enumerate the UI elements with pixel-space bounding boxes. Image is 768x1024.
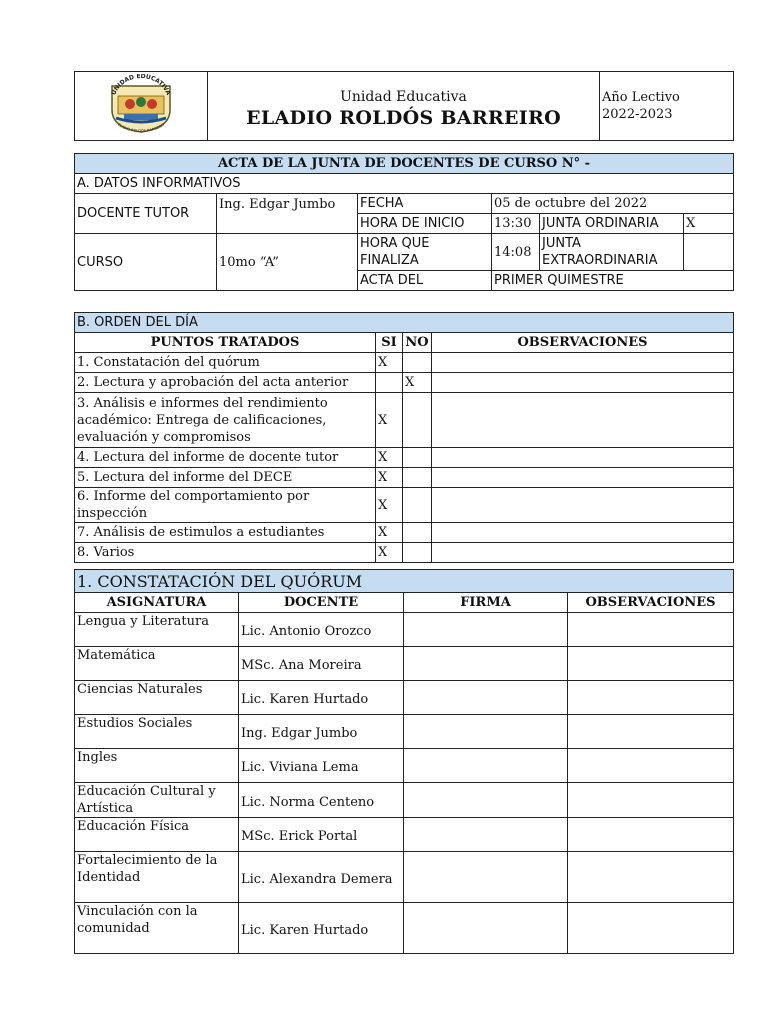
firma-cell[interactable] <box>404 647 568 681</box>
si-mark: X <box>376 448 403 468</box>
docente-cell: Lic. Alexandra Demera <box>239 852 404 903</box>
institution-label: Unidad Educativa <box>340 89 467 105</box>
acta-del-value: PRIMER QUIMESTRE <box>492 271 734 291</box>
acta-title: ACTA DE LA JUNTA DE DOCENTES DE CURSO N° - <box>75 154 734 174</box>
asignatura-cell: Educación Física <box>75 818 239 852</box>
observaciones-cell <box>432 393 734 448</box>
si-mark <box>376 373 403 393</box>
hora-inicio-label: HORA DE INICIO <box>358 214 492 234</box>
observaciones-cell[interactable] <box>568 749 734 783</box>
firma-cell[interactable] <box>404 818 568 852</box>
si-mark: X <box>376 523 403 543</box>
docente-tutor-label: DOCENTE TUTOR <box>75 194 217 234</box>
fecha-value: 05 de octubre del 2022 <box>492 194 734 214</box>
quorum-rows <box>75 613 734 954</box>
agenda-item: 8. Varios <box>75 543 376 563</box>
curso-label: CURSO <box>75 234 217 291</box>
no-mark <box>403 393 432 448</box>
datos-informativos-table <box>74 153 734 291</box>
junta-ordinaria-label: JUNTA ORDINARIA <box>540 214 684 234</box>
asignatura-cell: Estudios Sociales <box>75 715 239 749</box>
datos-informativos-heading: A. DATOS INFORMATIVOS <box>75 174 734 194</box>
agenda-item: 1. Constatación del quórum <box>75 353 376 373</box>
col-header-firma: FIRMA <box>404 593 568 613</box>
table-row <box>75 903 734 954</box>
agenda-item: 7. Análisis de estimulos a estudiantes <box>75 523 376 543</box>
table-row <box>75 613 734 647</box>
table-row <box>75 488 734 523</box>
junta-extraordinaria-mark <box>684 234 734 271</box>
firma-cell[interactable] <box>404 715 568 749</box>
junta-extraordinaria-label: JUNTA EXTRAORDINARIA <box>540 234 684 271</box>
table-row <box>75 523 734 543</box>
col-header-no: NO <box>403 333 432 353</box>
col-header-observaciones-quorum: OBSERVACIONES <box>568 593 734 613</box>
hora-fin-label: HORA QUE FINALIZA <box>358 234 492 271</box>
school-logo <box>102 74 180 134</box>
col-header-si: SI <box>376 333 403 353</box>
no-mark: X <box>403 373 432 393</box>
no-mark <box>403 543 432 563</box>
asignatura-cell: Educación Cultural y Artística <box>75 783 239 818</box>
si-mark: X <box>376 543 403 563</box>
logo-top-text: UNIDAD EDUCATIVA <box>110 74 172 97</box>
no-mark <box>403 353 432 373</box>
docente-cell: Lic. Antonio Orozco <box>239 613 404 647</box>
no-mark <box>403 488 432 523</box>
school-year-value: 2022-2023 <box>602 107 673 122</box>
orden-del-dia-table <box>74 312 734 563</box>
hora-fin-value: 14:08 <box>492 234 540 271</box>
col-header-puntos: PUNTOS TRATADOS <box>75 333 376 353</box>
firma-cell[interactable] <box>404 783 568 818</box>
logo-bottom-text: ELADIO ROLDÓS BARREIRO <box>116 122 166 134</box>
firma-cell[interactable] <box>404 852 568 903</box>
table-row <box>75 647 734 681</box>
table-row <box>75 468 734 488</box>
observaciones-cell[interactable] <box>568 818 734 852</box>
observaciones-cell[interactable] <box>568 715 734 749</box>
observaciones-cell <box>432 373 734 393</box>
table-row <box>75 393 734 448</box>
orden-del-dia-rows <box>75 353 734 563</box>
col-header-observaciones: OBSERVACIONES <box>432 333 734 353</box>
docente-cell: Lic. Norma Centeno <box>239 783 404 818</box>
firma-cell[interactable] <box>404 749 568 783</box>
observaciones-cell[interactable] <box>568 903 734 954</box>
docente-cell: Ing. Edgar Jumbo <box>239 715 404 749</box>
agenda-item: 3. Análisis e informes del rendimiento académico: Entrega de calificaciones, evaluación y compromisos <box>75 393 376 448</box>
observaciones-cell[interactable] <box>568 852 734 903</box>
quorum-table <box>74 569 734 954</box>
observaciones-cell <box>432 468 734 488</box>
col-header-docente: DOCENTE <box>239 593 404 613</box>
docente-cell: Lic. Karen Hurtado <box>239 681 404 715</box>
docente-tutor-value: Ing. Edgar Jumbo <box>217 194 358 234</box>
asignatura-cell: Ingles <box>75 749 239 783</box>
school-year-cell <box>600 72 734 141</box>
institution-cell <box>208 72 600 141</box>
agenda-item: 4. Lectura del informe de docente tutor <box>75 448 376 468</box>
observaciones-cell[interactable] <box>568 647 734 681</box>
school-logo-cell <box>75 72 208 141</box>
acta-del-label: ACTA DEL <box>358 271 492 291</box>
docente-cell: MSc. Ana Moreira <box>239 647 404 681</box>
observaciones-cell <box>432 448 734 468</box>
observaciones-cell <box>432 488 734 523</box>
si-mark: X <box>376 393 403 448</box>
asignatura-cell: Ciencias Naturales <box>75 681 239 715</box>
school-year-label: Año Lectivo <box>602 90 680 105</box>
no-mark <box>403 523 432 543</box>
asignatura-cell: Vinculación con la comunidad <box>75 903 239 954</box>
hora-inicio-value: 13:30 <box>492 214 540 234</box>
table-row <box>75 681 734 715</box>
observaciones-cell <box>432 543 734 563</box>
header-table <box>74 71 734 141</box>
table-row <box>75 783 734 818</box>
table-row <box>75 543 734 563</box>
table-row <box>75 818 734 852</box>
col-header-asignatura: ASIGNATURA <box>75 593 239 613</box>
observaciones-cell[interactable] <box>568 681 734 715</box>
agenda-item: 5. Lectura del informe del DECE <box>75 468 376 488</box>
curso-value: 10mo “A” <box>217 234 358 291</box>
si-mark: X <box>376 488 403 523</box>
observaciones-cell <box>432 523 734 543</box>
si-mark: X <box>376 468 403 488</box>
observaciones-cell[interactable] <box>568 613 734 647</box>
observaciones-cell[interactable] <box>568 783 734 818</box>
observaciones-cell <box>432 353 734 373</box>
table-row <box>75 749 734 783</box>
si-mark: X <box>376 353 403 373</box>
fecha-label: FECHA <box>358 194 492 214</box>
firma-cell[interactable] <box>404 903 568 954</box>
asignatura-cell: Matemática <box>75 647 239 681</box>
institution-name: ELADIO ROLDÓS BARREIRO <box>246 107 561 129</box>
table-row <box>75 373 734 393</box>
table-row <box>75 852 734 903</box>
table-row <box>75 715 734 749</box>
table-row <box>75 448 734 468</box>
firma-cell[interactable] <box>404 613 568 647</box>
docente-cell: MSc. Erick Portal <box>239 818 404 852</box>
no-mark <box>403 468 432 488</box>
quorum-heading: 1. CONSTATACIÓN DEL QUÓRUM <box>75 570 734 593</box>
asignatura-cell: Fortalecimiento de la Identidad <box>75 852 239 903</box>
orden-del-dia-heading: B. ORDEN DEL DÍA <box>75 313 734 333</box>
asignatura-cell: Lengua y Literatura <box>75 613 239 647</box>
firma-cell[interactable] <box>404 681 568 715</box>
junta-ordinaria-mark: X <box>684 214 734 234</box>
table-row <box>75 353 734 373</box>
agenda-item: 6. Informe del comportamiento por inspección <box>75 488 376 523</box>
agenda-item: 2. Lectura y aprobación del acta anterior <box>75 373 376 393</box>
docente-cell: Lic. Viviana Lema <box>239 749 404 783</box>
docente-cell: Lic. Karen Hurtado <box>239 903 404 954</box>
no-mark <box>403 448 432 468</box>
